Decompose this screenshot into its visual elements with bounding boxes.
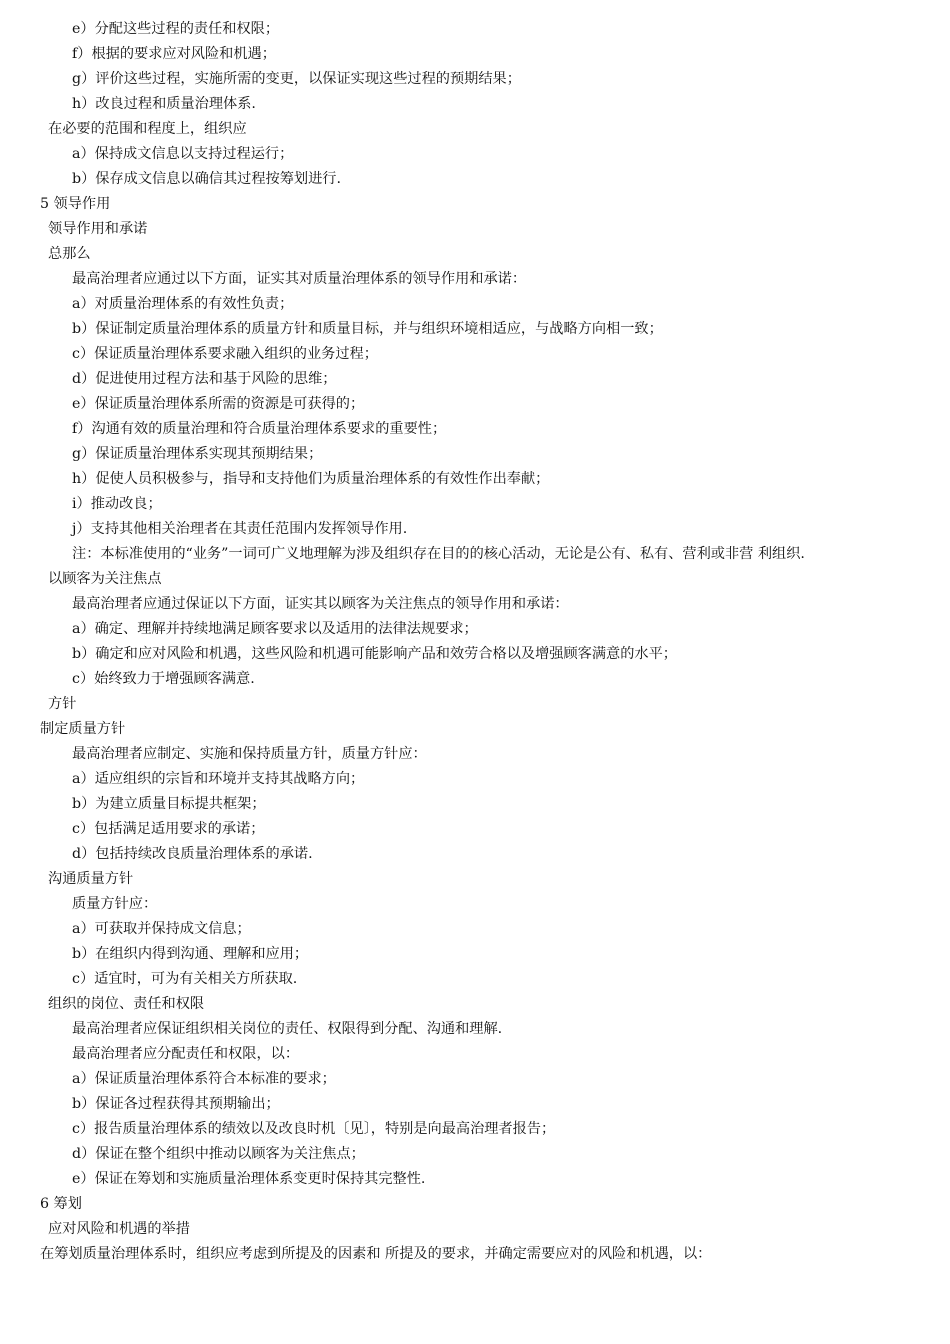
- list-item: f）根据的要求应对风险和机遇；: [72, 46, 276, 62]
- list-item: a）适应组织的宗旨和环境并支持其战略方向；: [72, 771, 365, 787]
- list-item: a）保持成文信息以支持过程运行；: [72, 146, 294, 162]
- section-heading: 沟通质量方针: [48, 871, 134, 887]
- list-item: 质量方针应：: [72, 896, 158, 912]
- list-item: 最高治理者应分配责任和权限，以：: [72, 1046, 300, 1062]
- section-heading: 方针: [48, 696, 77, 712]
- list-item: g）评价这些过程，实施所需的变更，以保证实现这些过程的预期结果；: [72, 71, 521, 87]
- section-heading: 在筹划质量治理体系时，组织应考虑到所提及的因素和 所提及的要求，并确定需要应对的风险和机遇，以：: [40, 1246, 712, 1262]
- list-item: f）沟通有效的质量治理和符合质量治理体系要求的重要性；: [72, 421, 447, 437]
- list-item: 最高治理者应通过以下方面，证实其对质量治理体系的领导作用和承诺：: [72, 271, 527, 287]
- list-item: a）可获取并保持成文信息；: [72, 921, 251, 937]
- section-heading: 5 领导作用: [40, 196, 111, 212]
- section-heading: 应对风险和机遇的举措: [48, 1221, 190, 1237]
- list-item: c）保证质量治理体系要求融入组织的业务过程；: [72, 346, 378, 362]
- section-heading: 总那么: [48, 246, 91, 262]
- list-item: a）对质量治理体系的有效性负责；: [72, 296, 294, 312]
- list-item: b）保证制定质量治理体系的质量方针和质量目标，并与组织环境相适应，与战略方向相一致；: [72, 321, 663, 337]
- list-item: e）保证在筹划和实施质量治理体系变更时保持其完整性.: [72, 1171, 426, 1187]
- list-item: d）包括持续改良质量治理体系的承诺.: [72, 846, 313, 862]
- list-item: a）保证质量治理体系符合本标准的要求；: [72, 1071, 336, 1087]
- list-item: c）始终致力于增强顾客满意.: [72, 671, 255, 687]
- list-item: j）支持其他相关治理者在其责任范围内发挥领导作用.: [72, 521, 408, 537]
- list-item: 最高治理者应保证组织相关岗位的责任、权限得到分配、沟通和理解.: [72, 1021, 503, 1037]
- list-item: a）确定、理解并持续地满足顾客要求以及适用的法律法规要求；: [72, 621, 478, 637]
- section-heading: 领导作用和承诺: [48, 221, 148, 237]
- list-item: g）保证质量治理体系实现其预期结果；: [72, 446, 323, 462]
- list-item: b）确定和应对风险和机遇，这些风险和机遇可能影响产品和效劳合格以及增强顾客满意的水平；: [72, 646, 677, 662]
- list-item: h）促使人员积极参与，指导和支持他们为质量治理体系的有效性作出奉献；: [72, 471, 550, 487]
- list-item: e）保证质量治理体系所需的资源是可获得的；: [72, 396, 365, 412]
- list-item: d）保证在整个组织中推动以顾客为关注焦点；: [72, 1146, 365, 1162]
- document-body: [0, 17, 950, 1267]
- list-item: h）改良过程和质量治理体系.: [72, 96, 256, 112]
- section-heading: 以顾客为关注焦点: [48, 571, 162, 587]
- list-item: b）为建立质量目标提共框架；: [72, 796, 266, 812]
- section-heading: 制定质量方针: [40, 721, 126, 737]
- list-item: i）推动改良；: [72, 496, 162, 512]
- list-item: 最高治理者应通过保证以下方面，证实其以顾客为关注焦点的领导作用和承诺：: [72, 596, 569, 612]
- list-item: 最高治理者应制定、实施和保持质量方针，质量方针应：: [72, 746, 427, 762]
- section-heading: 6 筹划: [40, 1196, 82, 1212]
- list-item: c）适宜时，可为有关相关方所获取.: [72, 971, 298, 987]
- list-item: b）保存成文信息以确信其过程按筹划进行.: [72, 171, 341, 187]
- list-item: b）在组织内得到沟通、理解和应用；: [72, 946, 309, 962]
- list-item: c）包括满足适用要求的承诺；: [72, 821, 265, 837]
- list-item: 注：本标准使用的“业务”一词可广义地理解为涉及组织存在目的的核心活动，无论是公有、私有、营利或非营 利组织.: [72, 546, 805, 562]
- section-heading: 在必要的范围和程度上，组织应: [48, 121, 247, 137]
- list-item: e）分配这些过程的责任和权限；: [72, 21, 280, 37]
- section-heading: 组织的岗位、责任和权限: [48, 996, 205, 1012]
- list-item: d）促进使用过程方法和基于风险的思维；: [72, 371, 337, 387]
- list-item: b）保证各过程获得其预期输出；: [72, 1096, 280, 1112]
- list-item: c）报告质量治理体系的绩效以及改良时机〔见〕，特别是向最高治理者报告；: [72, 1121, 556, 1137]
